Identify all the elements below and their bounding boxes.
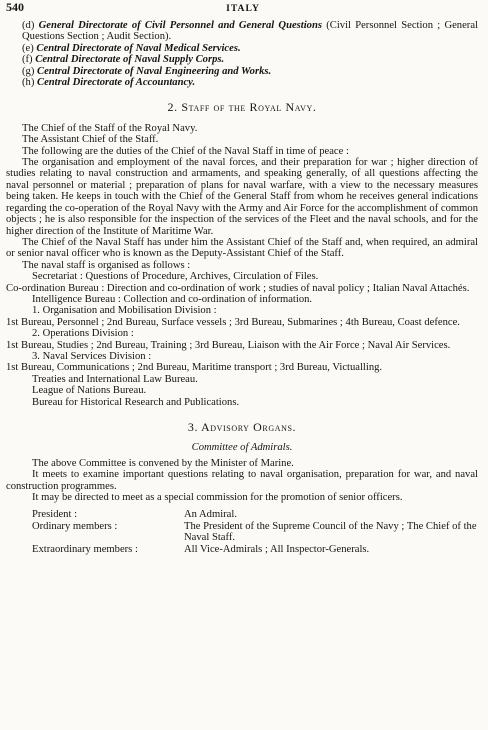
section-heading-staff: 2. Staff of the Royal Navy.	[167, 100, 317, 115]
coordination-line: Co-ordination Bureau : Direction and co-ordination of work ; studies of naval policy ; Italian Naval Attachés.	[6, 282, 470, 294]
division-bureaus: 1st Bureau, Studies ; 2nd Bureau, Training ; 3rd Bureau, Liaison with the Air Force ; Naval Air Services.	[6, 339, 451, 351]
role-row	[32, 509, 478, 520]
directorate-item: (g) Central Directorate of Naval Engineering and Works.	[22, 65, 272, 77]
directorate-item: (e) Central Directorate of Naval Medical Services.	[22, 42, 241, 54]
staff-organisation-intro: The naval staff is organised as follows :	[22, 259, 191, 271]
bureau-line: Bureau for Historical Research and Publications.	[32, 396, 240, 408]
role-holder: An Admiral.	[184, 509, 237, 521]
role-holder: The President of the Supreme Council of the Navy ; The Chief of the Naval Staff.	[184, 520, 477, 544]
role-row	[32, 521, 478, 544]
secretariat-line: Secretariat : Questions of Procedure, Archives, Circulation of Files.	[32, 271, 319, 283]
division-bureaus: 1st Bureau, Personnel ; 2nd Bureau, Surface vessels ; 3rd Bureau, Submarines ; 4th Bureau, Coast defence.	[6, 316, 460, 328]
staff-line: The Assistant Chief of the Staff.	[22, 134, 159, 146]
page-number: 540	[6, 0, 24, 14]
division-title: 2. Operations Division :	[32, 328, 134, 340]
division-title: 3. Naval Services Division :	[32, 350, 152, 362]
directorate-item: (h) Central Directorate of Accountancy.	[22, 77, 196, 89]
assistant-paragraph: The Chief of the Naval Staff has under him the Assistant Chief of the Staff and, when required, an admiral or senior naval officer who is known as the Deputy-Assistant Chief of the Staff.	[6, 236, 478, 260]
bureau-line: Treaties and International Law Bureau.	[32, 373, 198, 385]
directorate-item: (d) General Directorate of Civil Personnel and General Questions (Civil Personnel Section ; General Questions Section ; Audit Section).	[22, 20, 478, 43]
role-label: Extraordinary members :	[32, 543, 138, 555]
division-title: 1. Organisation and Mobilisation Division :	[32, 305, 217, 317]
duties-paragraph: The organisation and employment of the naval forces, and their preparation for war ; higher direction of studies relating to naval construction and armaments, and speaking generally, of all questions affecting the naval personnel or material ; preparation of plans for naval warfare, with a view to the necessary measures being taken. He keeps in touch with the Chief of the General Staff from whom he receives general indications regarding the co-operation of the Royal Navy with the Army and Air Force for the accomplishment of common objects ; he is also responsible for the inspection of the services of the Fleet and the naval schools, and for the higher direction of the Institute of Maritime War.	[6, 157, 478, 237]
committee-paragraph: The above Committee is convened by the Minister of Marine.	[32, 457, 294, 469]
section-heading-advisory: 3. Advisory Organs.	[187, 420, 297, 434]
role-row	[32, 544, 478, 555]
intelligence-line: Intelligence Bureau : Collection and co-ordination of information.	[32, 293, 313, 305]
role-label: President :	[32, 509, 78, 521]
directorate-item: (f) Central Directorate of Naval Supply Corps.	[22, 54, 225, 66]
page-header	[6, 2, 480, 16]
page-body	[6, 20, 478, 555]
committee-subheading: Committee of Admirals.	[191, 442, 293, 454]
committee-roles-table	[32, 509, 478, 555]
staff-line: The Chief of the Staff of the Royal Navy.	[22, 122, 198, 134]
bureau-line: League of Nations Bureau.	[32, 385, 147, 397]
role-label: Ordinary members :	[32, 520, 118, 532]
committee-paragraph: It meets to examine important questions relating to naval organisation, preparation for war, and naval construction programmes.	[6, 469, 478, 492]
running-title: ITALY	[226, 3, 260, 14]
role-holder: All Vice-Admirals ; All Inspector-Generals.	[184, 543, 370, 555]
committee-paragraph: It may be directed to meet as a special commission for the promotion of senior officers.	[32, 492, 403, 504]
division-bureaus: 1st Bureau, Communications ; 2nd Bureau, Maritime transport ; 3rd Bureau, Victualling.	[6, 362, 383, 374]
duties-intro: The following are the duties of the Chief of the Naval Staff in time of peace :	[22, 145, 349, 157]
